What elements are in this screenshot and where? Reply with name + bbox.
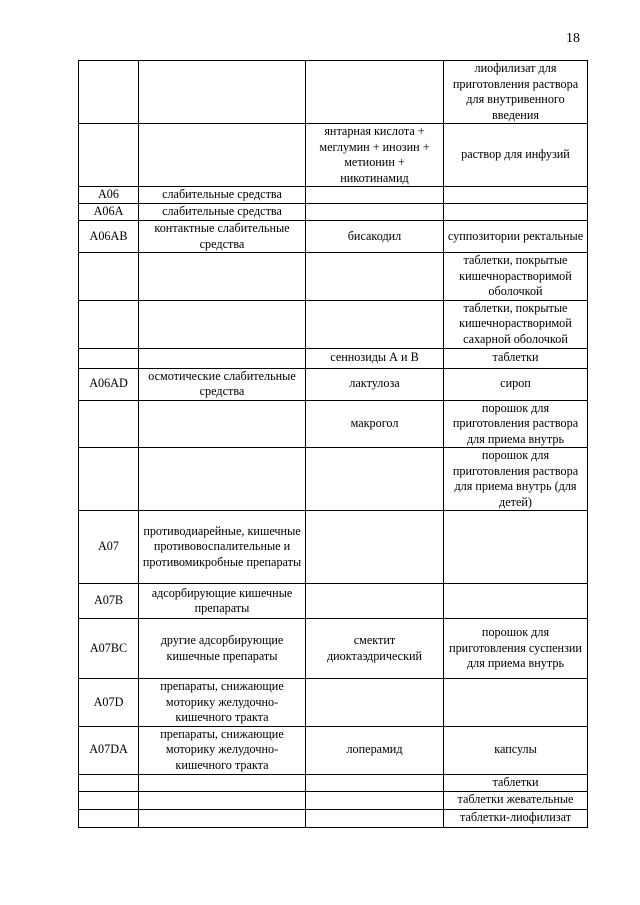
substance-cell: макрогол xyxy=(306,400,444,448)
substance-cell xyxy=(306,774,444,791)
table-row xyxy=(79,124,588,187)
substance-cell: бисакодил xyxy=(306,221,444,253)
table-row xyxy=(79,187,588,204)
atc-code-cell xyxy=(79,791,139,809)
table-row xyxy=(79,679,588,727)
group-name-cell: слабительные средства xyxy=(139,204,306,221)
dosage-form-cell: таблетки, покрытые кишечнорастворимой оболочкой xyxy=(444,253,588,301)
substance-cell: янтарная кислота + меглумин + инозин + метионин + никотинамид xyxy=(306,124,444,187)
table-row xyxy=(79,584,588,619)
atc-code-cell: A06 xyxy=(79,187,139,204)
dosage-form-cell: порошок для приготовления раствора для приема внутрь xyxy=(444,400,588,448)
substance-cell xyxy=(306,679,444,727)
dosage-form-cell: порошок для приготовления суспензии для приема внутрь xyxy=(444,619,588,679)
atc-code-cell xyxy=(79,400,139,448)
table-row xyxy=(79,726,588,774)
group-name-cell xyxy=(139,124,306,187)
table-row xyxy=(79,809,588,827)
dosage-form-cell: капсулы xyxy=(444,726,588,774)
substance-cell xyxy=(306,61,444,124)
table-row xyxy=(79,368,588,400)
dosage-form-cell: таблетки, покрытые кишечнорастворимой сахарной оболочкой xyxy=(444,300,588,348)
group-name-cell: слабительные средства xyxy=(139,187,306,204)
atc-code-cell xyxy=(79,348,139,368)
substance-cell xyxy=(306,511,444,584)
table-row xyxy=(79,791,588,809)
dosage-form-cell xyxy=(444,187,588,204)
dosage-form-cell: сироп xyxy=(444,368,588,400)
substance-cell: сеннозиды А и В xyxy=(306,348,444,368)
group-name-cell: контактные слабительные средства xyxy=(139,221,306,253)
table-row xyxy=(79,774,588,791)
substance-cell xyxy=(306,204,444,221)
group-name-cell xyxy=(139,809,306,827)
atc-code-cell: A07BC xyxy=(79,619,139,679)
dosage-form-cell xyxy=(444,679,588,727)
substance-cell xyxy=(306,809,444,827)
atc-code-cell xyxy=(79,61,139,124)
dosage-form-cell: раствор для инфузий xyxy=(444,124,588,187)
dosage-form-cell: лиофилизат для приготовления раствора для внутривенного введения xyxy=(444,61,588,124)
dosage-form-cell: суппозитории ректальные xyxy=(444,221,588,253)
dosage-form-cell: таблетки жевательные xyxy=(444,791,588,809)
atc-code-cell: A07 xyxy=(79,511,139,584)
atc-code-cell xyxy=(79,774,139,791)
table-row xyxy=(79,204,588,221)
atc-code-cell xyxy=(79,253,139,301)
atc-code-cell xyxy=(79,300,139,348)
group-name-cell xyxy=(139,348,306,368)
page-number: 18 xyxy=(566,31,580,46)
substance-cell xyxy=(306,253,444,301)
table-row xyxy=(79,253,588,301)
substance-cell xyxy=(306,187,444,204)
group-name-cell: противодиарейные, кишечные противовоспалительные и противомикробные препараты xyxy=(139,511,306,584)
table-row xyxy=(79,221,588,253)
dosage-form-cell xyxy=(444,204,588,221)
group-name-cell: препараты, снижающие моторику желудочно-кишечного тракта xyxy=(139,726,306,774)
group-name-cell xyxy=(139,253,306,301)
substance-cell xyxy=(306,791,444,809)
group-name-cell: осмотические слабительные средства xyxy=(139,368,306,400)
substance-cell xyxy=(306,448,444,511)
group-name-cell xyxy=(139,448,306,511)
dosage-form-cell xyxy=(444,584,588,619)
dosage-form-cell: таблетки xyxy=(444,348,588,368)
group-name-cell: препараты, снижающие моторику желудочно-кишечного тракта xyxy=(139,679,306,727)
substance-cell xyxy=(306,300,444,348)
dosage-form-cell: таблетки-лиофилизат xyxy=(444,809,588,827)
table-row xyxy=(79,61,588,124)
dosage-form-cell: порошок для приготовления раствора для приема внутрь (для детей) xyxy=(444,448,588,511)
atc-code-cell xyxy=(79,124,139,187)
substance-cell: лоперамид xyxy=(306,726,444,774)
substance-cell: смектит диоктаэдрический xyxy=(306,619,444,679)
group-name-cell: другие адсорбирующие кишечные препараты xyxy=(139,619,306,679)
table-row xyxy=(79,511,588,584)
atc-code-cell: A07DA xyxy=(79,726,139,774)
drug-table xyxy=(78,60,588,828)
table-row xyxy=(79,448,588,511)
table-row xyxy=(79,400,588,448)
table-row xyxy=(79,300,588,348)
table-row xyxy=(79,348,588,368)
group-name-cell: адсорбирующие кишечные препараты xyxy=(139,584,306,619)
atc-code-cell xyxy=(79,448,139,511)
table-row xyxy=(79,619,588,679)
atc-code-cell: A06AB xyxy=(79,221,139,253)
atc-code-cell: A07D xyxy=(79,679,139,727)
atc-code-cell: A07B xyxy=(79,584,139,619)
group-name-cell xyxy=(139,61,306,124)
group-name-cell xyxy=(139,774,306,791)
atc-code-cell: A06AD xyxy=(79,368,139,400)
group-name-cell xyxy=(139,791,306,809)
dosage-form-cell xyxy=(444,511,588,584)
group-name-cell xyxy=(139,400,306,448)
dosage-form-cell: таблетки xyxy=(444,774,588,791)
atc-code-cell xyxy=(79,809,139,827)
group-name-cell xyxy=(139,300,306,348)
substance-cell: лактулоза xyxy=(306,368,444,400)
substance-cell xyxy=(306,584,444,619)
atc-code-cell: A06A xyxy=(79,204,139,221)
